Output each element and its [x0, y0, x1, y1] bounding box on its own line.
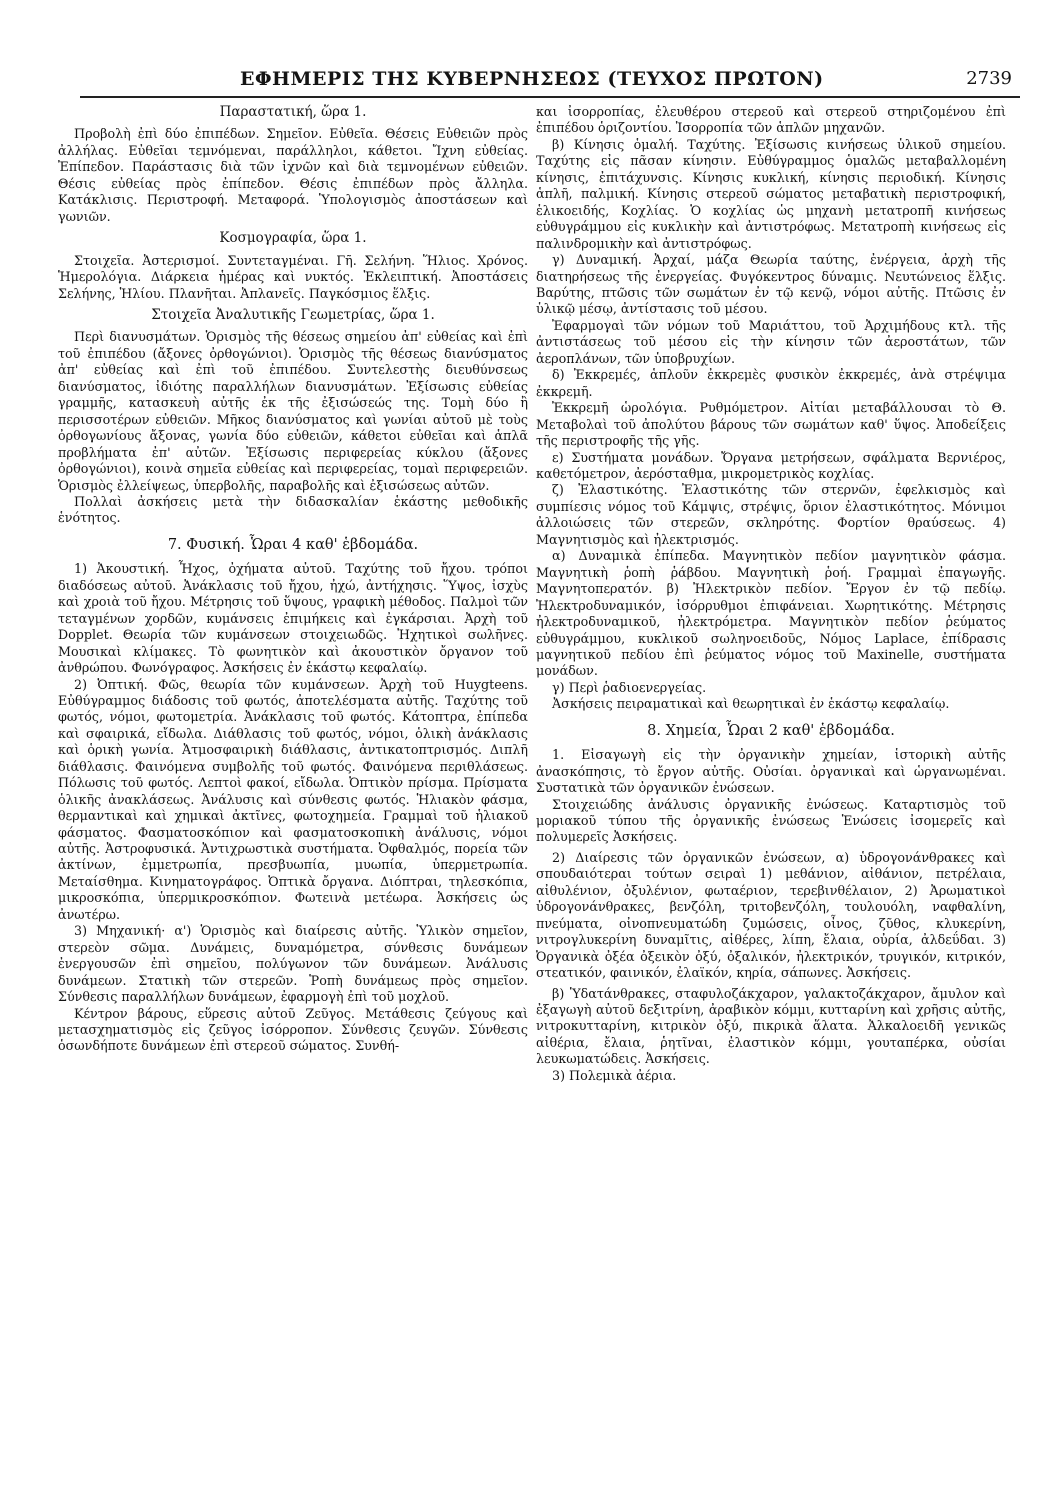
- paragraph: 3) Μηχανική· α') Ὁρισμὸς καὶ διαίρεσις αὐτῆς. Ὑλικὸν σημεῖον, στερεὸν σῶμα. Δυνάμεις, δυναμόμετρα, σύνθεσις δυνάμεων ἐνεργουσῶν ἐπὶ σημεῖου, πολύγωνον τῶν δυνάμεων. Ἀνάλυσις δυνάμεων. Στατικὴ τῶν στερεῶν. Ῥοπὴ δυνάμεως πρὸς σημεῖον. Σύνθεσις παραλλήλων δυνάμεων, ἐφαρμογὴ ἐπὶ τοῦ μοχλοῦ.: [58, 923, 528, 1005]
- paragraph: α) Δυναμικὰ ἐπίπεδα. Μαγνητικὸν πεδίον μαγνητικὸν φάσμα. Μαγνητικὴ ῥοπὴ ῥάβδου. Μαγνητικὴ ῥοή. Γραμμαὶ ἐπαγωγῆς. Μαγνητοπερατόν. β) Ἠλεκτρικὸν πεδίον. Ἔργον ἐν τῷ πεδίῳ. Ἠλεκτροδυναμικόν, ἰσόρρυθμοι ἐπιφάνειαι. Χωρητικότης. Μέτρησις ἠλεκτροδυναμικοῦ, ἠλεκτρόμετρα. Μαγνητικὸν πεδίον ῥεύματος εὐθυγράμμου, κυκλικοῦ σωληνοειδοῦς, Νόμος Laplace, ἐπίδρασις μαγνητικοῦ πεδίου ἐπὶ ῥεύματος νόμος τοῦ Maxinelle, συστήματα μονάδων.: [536, 548, 1006, 679]
- section-heading-cosmography: Κοσμογραφία, ὥρα 1.: [219, 230, 367, 247]
- paragraph: Περὶ διανυσμάτων. Ὁρισμὸς τῆς θέσεως σημείου ἀπ' εὐθείας καὶ ἐπὶ τοῦ ἐπιπέδου (ἄξονες ὀρθογώνιοι). Ὁρισμὸς τῆς θέσεως διανύσματος ἀπ' εὐθείας καὶ ἐπὶ τοῦ ἐπιπέδου. Συντελεστὴς διευθύνσεως διανύσματος, ἰδιότης παραλλήλων διανυσμάτων. Ἐξίσωσις εὐθείας γραμμῆς, κατασκευὴ αὐτῆς ἐκ τῆς ἐξισώσεώς της. Τομὴ δύο ἢ περισσοτέρων εὐθειῶν. Μῆκος διανύσματος καὶ γωνίαι αὐτοῦ μὲ τοὺς ὀρθογωνίους ἄξονας, γωνία δύο εὐθειῶν, κάθετοι εὐθεῖαι καὶ ἁπλᾶ προβλήματα ἐπ' αὐτῶν. Ἐξίσωσις περιφερείας κύκλου (ἄξονες ὀρθογώνιοι), κοινὰ σημεῖα εὐθείας καὶ περιφερείας, τομαὶ περιφερειῶν. Ὁρισμὸς ἐλλείψεως, ὑπερβολῆς, παραβολῆς καὶ ἐξισώσεως αὐτῶν.: [58, 329, 528, 493]
- journal-title: ΕΦΗΜΕΡΙΣ ΤΗΣ ΚΥΒΕΡΝΗΣΕΩΣ (ΤΕΥΧΟΣ ΠΡΩΤΟΝ): [240, 68, 824, 90]
- paragraph: Ἀσκήσεις πειραματικαὶ καὶ θεωρητικαὶ ἐν ἑκάστῳ κεφαλαίῳ.: [552, 696, 950, 712]
- paragraph: Στοιχεῖα. Ἀστερισμοί. Συντεταγμέναι. Γῆ. Σελήνη. Ἥλιος. Χρόνος. Ἡμερολόγια. Διάρκεια ἡμέρας καὶ νυκτός. Ἐκλειπτική. Ἀποστάσεις Σελήνης, Ἡλίου. Πλανῆται. Ἀπλανεῖς. Παγκόσμιος ἕλξις.: [58, 252, 528, 301]
- paragraph: Κέντρον βάρους, εὕρεσις αὐτοῦ Ζεῦγος. Μετάθεσις ζεύγους καὶ μετασχηματισμὸς εἰς ζεῦγος ἰσόρροπον. Σύνθεσις ζευγῶν. Σύνθεσις ὁσωνδήποτε δυνάμεων ἐπὶ στερεοῦ σώματος. Συνθή-: [58, 1005, 528, 1054]
- paragraph: β) Κίνησις ὁμαλή. Ταχύτης. Ἐξίσωσις κινήσεως ὑλικοῦ σημείου. Ταχύτης εἰς πᾶσαν κίνησιν. Εὐθύγραμμος ὁμαλῶς μεταβαλλομένη κίνησις, ἐπιτάχυνσις. Κίνησις κυκλική, κίνησις περιοδική. Κίνησις ἁπλῆ, παλμική. Κίνησις στερεοῦ σώματος μεταβατικὴ περιστροφική, ἑλικοειδής, Κοχλίας. Ὁ κοχλίας ὡς μηχανὴ μετατροπῆ κινήσεως εὐθυγράμμου εἰς κυκλικὴν καὶ ἀντιστρόφως. Μετατροπὴ κινήσεως εἰς παλινδρομικὴν καὶ ἀντιστρόφως.: [536, 136, 1006, 251]
- paragraph: β) Ὑδατάνθρακες, σταφυλοζάκχαρον, γαλακτοζάκχαρον, ἄμυλον καὶ ἐξαγωγὴ αὐτοῦ δεξιτρίνη, ἀραβικὸν κόμμι, κυτταρίνη καὶ χρῆσις αὐτῆς, νιτροκυτταρίνη, κιτρικὸν ὀξύ, πικρικὰ ἅλατα. Ἀλκαλοειδῆ γενικῶς αἰθέρια, ἔλαια, ῥητῖναι, ἐλαστικὸν κόμμι, γουταπέρκα, οὐσίαι λευκωματώδεις. Ἀσκήσεις.: [536, 985, 1006, 1067]
- paragraph: 2) Ὀπτική. Φῶς, θεωρία τῶν κυμάνσεων. Ἀρχὴ τοῦ Huygteens. Εὐθύγραμμος διάδοσις τοῦ φωτός, ἀποτελέσματα αὐτῆς. Ταχύτης τοῦ φωτός, νόμοι, φωτομετρία. Ἀνάκλασις τοῦ φωτός. Κάτοπτρα, ἐπίπεδα καὶ σφαιρικά, εἴδωλα. Διάθλασις τοῦ φωτός, νόμοι, ὁλικὴ ἀνάκλασις καὶ ὁρικὴ γωνία. Ἀτμοσφαιρικὴ διάθλασις, ἀντικατοπτρισμός. Διπλῆ διάθλασις. Φαινόμενα συμβολῆς τοῦ φωτός. Φαινόμενα περιθλάσεως. Πόλωσις τοῦ φωτός. Λεπτοὶ φακοί, εἴδωλα. Ὀπτικὸν πρίσμα. Πρίσματα ὁλικῆς ἀνακλάσεως. Ἀνάλυσις καὶ σύνθεσις φωτός. Ἡλιακὸν φάσμα, θερμαντικαὶ καὶ χημικαὶ ἀκτῖνες, φωτοχημεία. Γραμμαὶ τοῦ ἡλιακοῦ φάσματος. Φασματοσκόπιον καὶ φασματοσκοπικὴ ἀνάλυσις, νόμοι αὐτῆς. Ἀστροφυσικά. Ἀντιχρωστικὰ συστήματα. Ὀφθαλμός, πορεία τῶν ἀκτίνων, ἐμμετρωπία, πρεσβυωπία, μυωπία, ὑπερμετρωπία. Μεταίσθημα. Κινηματογράφος. Ὀπτικὰ ὄργανα. Διόπτραι, τηλεσκόπια, μικροσκόπια, ὑπερμικροσκόπιον. Φωτεινὰ μετέωρα. Ἀσκήσεις ὡς ἀνωτέρω.: [58, 676, 528, 922]
- paragraph: 2) Διαίρεσις τῶν ὀργανικῶν ἐνώσεων, α) ὑδρογονάνθρακες καὶ σπουδαιότεραι τούτων σειραὶ 1) μεθάνιον, αἰθάνιον, πετρέλαια, αἰθυλένιον, ὀξυλένιον, φωταέριον, τερεβινθέλαιον, 2) Ἀρωματικοὶ ὑδρογονάνθρακες, βενζόλη, τριτοβενζόλη, τουλουόλη, ναφθαλίνη, πνεύματα, οἰνοπνευματώδη ζυμώσεις, οἶνος, ζῦθος, κλυκερίνη, νιτρογλυκερίνη δυναμῖτις, αἰθέρες, λίπη, ἔλαια, οὐρία, ἀλδεΰδαι. 3) Ὀργανικὰ ὀξέα ὀξεικὸν ὀξύ, ὀξαλικόν, ἠλεκτρικόν, τρυγικόν, κιτρικόν, στεατικόν, φαινικόν, ἐλαϊκόν, κηρία, σάπωνες. Ἀσκήσεις.: [536, 849, 1006, 981]
- paragraph: Προβολὴ ἐπὶ δύο ἐπιπέδων. Σημεῖον. Εὐθεῖα. Θέσεις Εὐθειῶν πρὸς ἀλλήλας. Εὐθεῖαι τεμνόμεναι, παράλληλοι, κάθετοι. Ἴχνη εὐθείας. Ἐπίπεδον. Παράστασις διὰ τῶν ἰχνῶν καὶ διὰ τεμνομένων εὐθειῶν. Θέσις εὐθείας πρὸς ἐπίπεδον. Θέσις ἐπιπέδων πρὸς ἄλληλα. Κατάκλισις. Περιστροφή. Μεταφορά. Ὑπολογισμὸς ἀποστάσεων καὶ γωνιῶν.: [58, 126, 528, 224]
- paragraph: δ) Ἐκκρεμές, ἁπλοῦν ἐκκρεμὲς φυσικὸν ἐκκρεμές, ἀνὰ στρέψιμα ἐκκρεμῆ.: [536, 367, 1006, 399]
- paragraph: 1) Ἀκουστική. Ἦχος, ὀχήματα αὐτοῦ. Ταχύτης τοῦ ἤχου. τρόποι διαδόσεως αὐτοῦ. Ἀνάκλασις τοῦ ἤχου, ἠχώ, ἀντήχησις. Ὕψος, ἰσχὺς καὶ χροιὰ τοῦ ἤχου. Μέτρησις τοῦ ὕψους, γραφικὴ μέθοδος. Παλμοὶ τῶν τεταγμένων χορδῶν, κυμάνσεις ἐπιμήκεις καὶ ἐγκάρσιαι. Ἀρχὴ τοῦ Dopplet. Θεωρία τῶν κυμάνσεων στοιχειωδῶς. Ἠχητικοὶ σωλῆνες. Μουσικαὶ κλίμακες. Τὸ φωνητικὸν καὶ ἀκουστικὸν ὄργανον τοῦ ἀνθρώπου. Φωνόγραφος. Ἀσκήσεις ἐν ἑκάστῳ κεφαλαίῳ.: [58, 561, 528, 676]
- paragraph: ζ) Ἐλαστικότης. Ἐλαστικότης τῶν στερνῶν, ἐφελκισμὸς καὶ συμπίεσις νόμος τοῦ Κάμψις, στρέψις, ὅριον ἐλαστικότητος. Μόνιμοι ἀλλοιώσεις τῶν στερεῶν, σκληρότης. Φορτίον θραύσεως. 4) Μαγνητισμὸς καὶ ἠλεκτρισμός.: [536, 482, 1006, 547]
- paragraph: 3) Πολεμικὰ ἀέρια.: [552, 1067, 677, 1083]
- right-column: [536, 104, 1006, 1084]
- paragraph: ε) Συστήματα μονάδων. Ὄργανα μετρήσεων, σφάλματα Βερνιέρος, καθετόμετρον, ἀερόσταθμα, μικρομετρικὸς κοχλίας.: [536, 449, 1006, 481]
- paragraph: Ἐκκρεμῆ ὡρολόγια. Ρυθμόμετρον. Αἰτίαι μεταβάλλουσαι τὸ Θ. Μεταβολαὶ τοῦ ἀπολύτου βάρους τῶν σωμάτων καθ' ὕψος. Ἀποδείξεις τῆς περιστροφῆς τῆς γῆς.: [536, 400, 1006, 449]
- section-heading-physics: 7. Φυσική. Ὧραι 4 καθ' ἑβδομάδα.: [167, 536, 419, 553]
- section-heading-analytic-geometry: Στοιχεῖα Ἀναλυτικῆς Γεωμετρίας, ὥρα 1.: [151, 306, 435, 323]
- paragraph: Ἐφαρμογαὶ τῶν νόμων τοῦ Μαριάττου, τοῦ Ἀρχιμήδους κτλ. τῆς ἀντιστάσεως τοῦ μέσου εἰς τὴν κίνησιν τῶν ἀεροστάτων, τῶν ἀεροπλάνων, τῶν ὑποβρυχίων.: [536, 317, 1006, 366]
- paragraph: και ἰσορροπίας, ἐλευθέρου στερεοῦ καὶ στερεοῦ στηριζομένου ἐπὶ ἐπιπέδου ὁριζοντίου. Ἰσορροπία τῶν ἁπλῶν μηχανῶν.: [536, 104, 1006, 136]
- paragraph: Πολλαὶ ἀσκήσεις μετὰ τὴν διδασκαλίαν ἑκάστης μεθοδικῆς ἑνότητος.: [58, 493, 528, 526]
- paragraph: Στοιχειώδης ἀνάλυσις ὀργανικῆς ἐνώσεως. Καταρτισμὸς τοῦ μοριακοῦ τύπου τῆς ὀργανικῆς ἐνώσεως Ἑνώσεις ἰσομερεῖς καὶ πολυμερεῖς Ἀσκήσεις.: [536, 796, 1006, 845]
- page-number: 2739: [966, 68, 1012, 89]
- left-column: [58, 104, 528, 1055]
- section-heading-descriptive: Παραστατική, ὥρα 1.: [219, 104, 367, 120]
- section-heading-chemistry: 8. Χημεία, Ὧραι 2 καθ' ἑβδομάδα.: [647, 722, 895, 739]
- paragraph: γ) Δυναμική. Ἀρχαί, μάζα Θεωρία ταύτης, ἐνέργεια, ἀρχὴ τῆς διατηρήσεως τῆς ἐνεργείας. Φυγόκεντρος δύναμις. Νευτώνειος ἕλξις. Βαρύτης, πτῶσις τῶν σωμάτων ἐν τῷ κενῷ, νόμοι αὐτῆς. Πτῶσις ἐν ὑλικῷ μέσῳ, ἀντίστασις τοῦ μέσου.: [536, 252, 1006, 317]
- paragraph: γ) Περὶ ῥαδιοενεργείας.: [552, 679, 707, 695]
- running-header: [80, 68, 1020, 98]
- paragraph: 1. Εἰσαγωγὴ εἰς τὴν ὀργανικὴν χημείαν, ἱστορικὴ αὐτῆς ἀνασκόπησις, τὸ ἔργον αὐτῆς. Οὐσίαι. ὀργανικαὶ καὶ ὡργανωμέναι. Συστατικὰ τῶν ὀργανικῶν ἐνώσεων.: [536, 747, 1006, 796]
